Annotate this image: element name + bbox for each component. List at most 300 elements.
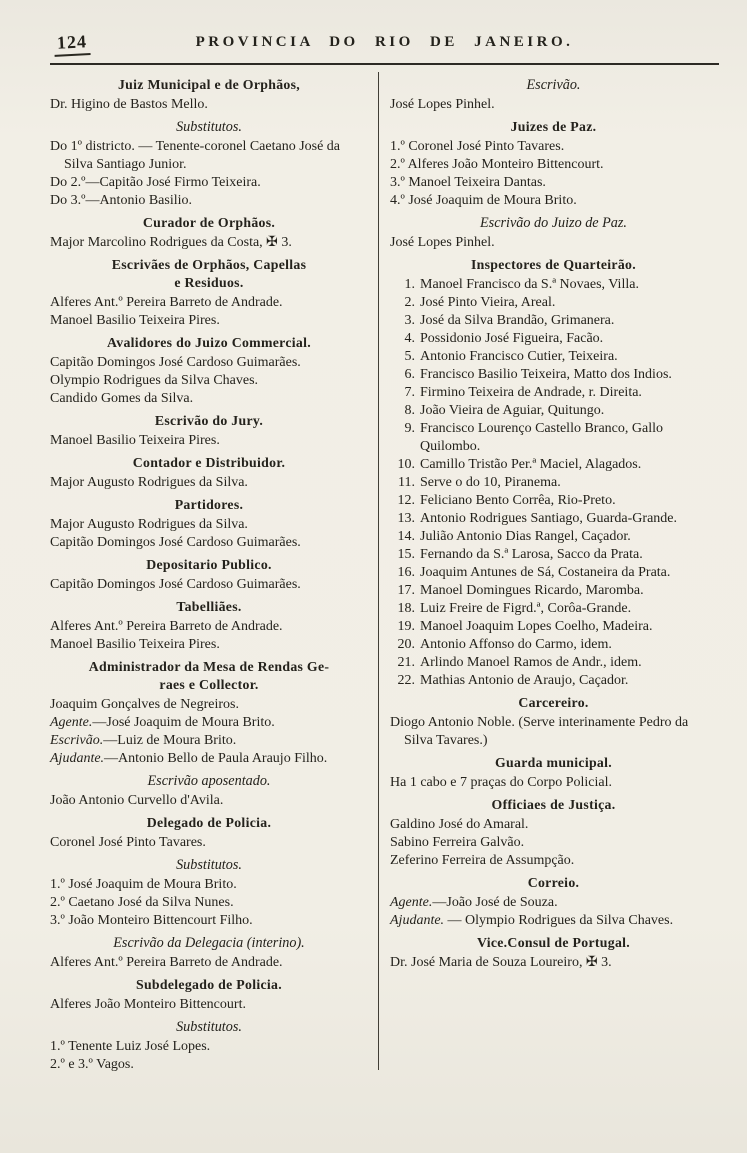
section-heading [390, 694, 717, 712]
entry-text [50, 697, 239, 712]
page-header [50, 30, 719, 60]
entry-text-main: Alferes Ant.º Pereira Barreto de Andrade. [50, 955, 283, 970]
entry-text-main: Candido Gomes da Silva. [50, 391, 194, 406]
entry-text-main: Feliciano Bento Corrêa, Rio-Preto. [420, 493, 616, 508]
entry [390, 174, 717, 192]
heading-line: Juiz Municipal e de Orphãos, [117, 77, 301, 92]
heading-line: Substitutos. [176, 1019, 242, 1035]
heading-line: Substitutos. [176, 857, 242, 873]
entry [50, 294, 368, 312]
entry-text-main: Dr. Higino de Bastos Mello. [50, 97, 208, 112]
entry [390, 618, 717, 636]
entry-text [390, 97, 495, 112]
section-heading [50, 412, 368, 430]
entry [390, 852, 717, 870]
entry-text-main: —Antonio Bello de Paula Araujo Filho. [104, 751, 328, 766]
entry-number: 22. [397, 673, 415, 688]
heading-line: Correio. [527, 875, 580, 890]
columns-container [50, 72, 719, 1082]
entry-text-main: 2.º Alferes João Monteiro Bittencourt. [390, 157, 604, 172]
entry-text [390, 175, 546, 190]
entry-text-main: Julião Antonio Dias Rangel, Caçador. [420, 529, 631, 544]
entry-text-main: Manoel Basilio Teixeira Pires. [50, 637, 220, 652]
entry [50, 792, 368, 810]
entry-text [50, 577, 301, 592]
section [50, 214, 368, 252]
heading-line: Escrivão. [526, 77, 581, 93]
entry-text [420, 654, 717, 672]
entry-text-main: Sabino Ferreira Galvão. [390, 835, 525, 850]
entry-text-main: Galdino José do Amaral. [390, 817, 529, 832]
entry-text-main: Dr. José Maria de Souza Loureiro, ✠ 3. [390, 955, 612, 970]
entry-text [50, 475, 248, 490]
entry-text-main: Antonio Affonso do Carmo, idem. [420, 637, 612, 652]
entry-text [390, 853, 574, 868]
section-heading [50, 598, 368, 616]
entry-text [390, 817, 528, 832]
section-heading [50, 976, 368, 994]
entry-number: 14. [397, 529, 415, 544]
entry [50, 714, 368, 732]
heading-line: Depositario Publico. [146, 557, 272, 572]
entry [50, 534, 368, 552]
entry-text-main: Manoel Joaquim Lopes Coelho, Madeira. [420, 619, 653, 634]
entry-text-main: Manoel Francisco da S.ª Novaes, Villa. [420, 277, 639, 292]
section-heading [50, 214, 368, 232]
entry-text-main: José Pinto Vieira, Areal. [420, 295, 556, 310]
entry-text [50, 391, 193, 406]
entry [390, 954, 717, 972]
entry-text [50, 955, 283, 970]
entry-text-main: 1.º José Joaquim de Moura Brito. [50, 877, 237, 892]
entry-text [50, 1039, 210, 1054]
heading-line: Juizes de Paz. [510, 119, 597, 134]
entry-text [420, 582, 717, 600]
entry-text-main: Do 3.º—Antonio Basilio. [50, 193, 193, 208]
section [390, 214, 717, 252]
entry [390, 234, 717, 252]
entry-text-main: José Lopes Pinhel. [390, 97, 495, 112]
entry-text-main: José da Silva Brandão, Grimanera. [420, 313, 615, 328]
entry-text-main: Major Marcolino Rodrigues da Costa, ✠ 3. [50, 235, 292, 250]
entry [390, 276, 717, 294]
entry-text [50, 733, 236, 748]
entry-text-main: Capitão Domingos José Cardoso Guimarães. [50, 577, 301, 592]
section [50, 976, 368, 1014]
entry-number: 6. [404, 367, 415, 382]
heading-line: Escrivão aposentado. [147, 773, 271, 789]
entry-text [390, 913, 673, 928]
entry [390, 672, 717, 690]
entry-text [390, 139, 564, 154]
section-heading [50, 658, 368, 694]
entry-text-main: Mathias Antonio de Araujo, Caçador. [420, 673, 629, 688]
entry [50, 834, 368, 852]
entry [50, 390, 368, 408]
section [50, 256, 368, 330]
entry [50, 618, 368, 636]
entry [390, 894, 717, 912]
entry-text [420, 402, 717, 420]
entry-number: 16. [397, 565, 415, 580]
column-divider [378, 72, 379, 1070]
heading-line: Escrivão do Juizo de Paz. [480, 215, 627, 231]
entry-text-main: Manoel Basilio Teixeira Pires. [50, 313, 220, 328]
entry [390, 582, 717, 600]
entry-number: 4. [404, 331, 415, 346]
entry-text-main: —Luiz de Moura Brito. [103, 733, 237, 748]
entry-lead-italic: Escrivão. [50, 733, 104, 748]
entry-number: 17. [397, 583, 415, 598]
section [390, 76, 717, 114]
entry-text-main: Do 1º districto. — Tenente-coronel Caetano José da Silva Santiago Junior. [50, 139, 341, 172]
entry-text-main: Joaquim Antunes de Sá, Costaneira da Prata. [420, 565, 671, 580]
entry-text-main: Capitão Domingos José Cardoso Guimarães. [50, 535, 301, 550]
entry-number: 1. [404, 277, 415, 292]
entry-text [50, 175, 261, 190]
entry [390, 600, 717, 618]
entry-text [50, 235, 292, 250]
entry [390, 528, 717, 546]
entry [390, 474, 717, 492]
entry [50, 636, 368, 654]
entry-text-main: Olympio Rodrigues da Silva Chaves. [50, 373, 259, 388]
entry-lead-italic: Ajudante. [390, 913, 445, 928]
entry-text-main: Serve o do 10, Piranema. [420, 475, 561, 490]
section [390, 754, 717, 792]
entry [50, 96, 368, 114]
entry-number: 5. [404, 349, 415, 364]
entry [390, 714, 717, 750]
entry-text-main: Alferes João Monteiro Bittencourt. [50, 997, 246, 1012]
entry-text [50, 433, 220, 448]
entry-number: 8. [404, 403, 415, 418]
section [50, 454, 368, 492]
entry-text-main: Major Augusto Rodrigues da Silva. [50, 517, 248, 532]
entry-text-main: Antonio Rodrigues Santiago, Guarda-Grande. [420, 511, 677, 526]
entry-text-main: Alferes Ant.º Pereira Barreto de Andrade. [50, 295, 283, 310]
entry-number: 20. [397, 637, 415, 652]
section [50, 856, 368, 930]
entry-text-main: 2.º e 3.º Vagos. [50, 1057, 134, 1072]
entry-text-main: Francisco Basilio Teixeira, Matto dos Indios. [420, 367, 672, 382]
entry-text-main: Manoel Domingues Ricardo, Maromba. [420, 583, 644, 598]
entry-text-main: 1.º Tenente Luiz José Lopes. [50, 1039, 211, 1054]
section-heading [50, 556, 368, 574]
entry [390, 156, 717, 174]
entry [390, 510, 717, 528]
entry-text-main: — Olympio Rodrigues da Silva Chaves. [444, 913, 674, 928]
entry [50, 912, 368, 930]
section-heading [390, 118, 717, 136]
entry-text-main: João Antonio Curvello d'Avila. [50, 793, 224, 808]
entry-text-main: Luiz Freire de Figrd.ª, Corôa-Grande. [420, 601, 632, 616]
section-heading [390, 934, 717, 952]
heading-line: Carcereiro. [518, 695, 589, 710]
section [50, 412, 368, 450]
heading-line: Guarda municipal. [494, 755, 613, 770]
entry-text [420, 600, 717, 618]
entry-text-main: Alferes Ant.º Pereira Barreto de Andrade. [50, 619, 283, 634]
heading-line: Tabelliães. [176, 599, 242, 614]
section-heading [390, 214, 717, 232]
section-heading [50, 454, 368, 472]
entry-text [420, 474, 717, 492]
entry-text [50, 1057, 134, 1072]
heading-line: Vice.Consul de Portugal. [476, 935, 631, 950]
entry-text [50, 877, 237, 892]
entry-text [420, 312, 717, 330]
entry-text [420, 492, 717, 510]
entry-number: 18. [397, 601, 415, 616]
section-heading [390, 76, 717, 94]
entry-text-main: Diogo Antonio Noble. (Serve interinamente Pedro da Silva Tavares.) [390, 715, 689, 748]
section-heading [50, 256, 368, 292]
entry-text [50, 913, 253, 928]
entry [390, 546, 717, 564]
entry [50, 696, 368, 714]
heading-line: Administrador da Mesa de Rendas Ge- [88, 659, 330, 674]
entry-text [50, 193, 192, 208]
entry-number: 7. [404, 385, 415, 400]
entry [390, 366, 717, 384]
entry [50, 234, 368, 252]
entry-text [390, 715, 688, 748]
entry [50, 432, 368, 450]
entry [390, 192, 717, 210]
section-heading [50, 772, 368, 790]
entry-text [390, 955, 612, 970]
section-heading [50, 334, 368, 352]
entry-lead-italic: Agente. [390, 895, 433, 910]
entry-text-main: Ha 1 cabo e 7 praças do Corpo Policial. [390, 775, 612, 790]
entry-text [50, 295, 283, 310]
section-heading [50, 814, 368, 832]
entry [50, 354, 368, 372]
section-heading [390, 874, 717, 892]
entry-text [50, 517, 248, 532]
entry [50, 750, 368, 768]
entry [50, 576, 368, 594]
entry-number: 9. [404, 421, 415, 436]
entry-text [420, 384, 717, 402]
entry [50, 174, 368, 192]
header-rule [50, 63, 719, 65]
entry-text [390, 775, 612, 790]
section [50, 334, 368, 408]
entry-text [50, 619, 283, 634]
section-heading [50, 856, 368, 874]
entry [390, 834, 717, 852]
entry-number: 19. [397, 619, 415, 634]
entry [50, 954, 368, 972]
entry-text [390, 835, 524, 850]
entry-number: 21. [397, 655, 415, 670]
section [390, 874, 717, 930]
section-heading [50, 76, 368, 94]
entry [50, 474, 368, 492]
entry-text [420, 564, 717, 582]
entry [390, 492, 717, 510]
heading-line: Officiaes de Justiça. [491, 797, 616, 812]
heading-line: Subdelegado de Policia. [135, 977, 283, 992]
heading-line: Substitutos. [176, 119, 242, 135]
section [50, 598, 368, 654]
entry-number: 15. [397, 547, 415, 562]
entry [50, 732, 368, 750]
header-title: PROVINCIA DO RIO DE JANEIRO. [195, 34, 574, 50]
entry-text [50, 535, 301, 550]
section [390, 694, 717, 750]
entry-text [420, 456, 717, 474]
entry-text-main: Possidonio José Figueira, Facão. [420, 331, 604, 346]
entry-text-main: 1.º Coronel José Pinto Tavares. [390, 139, 565, 154]
section [50, 1018, 368, 1074]
entry [390, 912, 717, 930]
entry-text [420, 546, 717, 564]
entry-text-main: Zeferino Ferreira de Assumpção. [390, 853, 575, 868]
section [50, 658, 368, 768]
entry-lead-italic: Ajudante. [50, 751, 105, 766]
column-left [50, 72, 368, 1082]
entry-text [50, 997, 246, 1012]
entry-text [50, 895, 234, 910]
heading-line: Contador e Distribuidor. [132, 455, 286, 470]
entry [50, 1056, 368, 1074]
section [50, 556, 368, 594]
entry-number: 3. [404, 313, 415, 328]
entry [390, 138, 717, 156]
entry-text [50, 97, 208, 112]
section [50, 772, 368, 810]
entry-text-main: Antonio Francisco Cutier, Teixeira. [420, 349, 618, 364]
entry-text [420, 510, 717, 528]
entry [50, 876, 368, 894]
entry-text [390, 157, 604, 172]
section [50, 814, 368, 852]
entry [50, 192, 368, 210]
entry [390, 816, 717, 834]
entry-number: 11. [398, 475, 415, 490]
entry-text-main: Camillo Tristão Per.ª Maciel, Alagados. [420, 457, 642, 472]
entry [390, 330, 717, 348]
entry-text [50, 793, 223, 808]
section [390, 796, 717, 870]
entry-text [420, 366, 717, 384]
entry-text [390, 235, 495, 250]
section [50, 76, 368, 114]
entry [50, 516, 368, 534]
entry-text [50, 715, 275, 730]
entry-text-main: —José Joaquim de Moura Brito. [92, 715, 275, 730]
entry [50, 372, 368, 390]
entry-text-main: 2.º Caetano José da Silva Nunes. [50, 895, 234, 910]
entry-text-main: João Vieira de Aguiar, Quitungo. [420, 403, 605, 418]
entry-text [420, 294, 717, 312]
heading-line: Escrivão da Delegacia (interino). [113, 935, 305, 951]
heading-line: Inspectores de Quarteirão. [470, 257, 637, 272]
entry-number: 12. [397, 493, 415, 508]
section [50, 934, 368, 972]
entry [390, 774, 717, 792]
entry-text [50, 355, 301, 370]
entry-text [390, 193, 577, 208]
entry-text-main: Arlindo Manoel Ramos de Andr., idem. [420, 655, 642, 670]
section-heading [50, 496, 368, 514]
entry [390, 420, 717, 456]
entry-text-main: Coronel José Pinto Tavares. [50, 835, 206, 850]
section [390, 118, 717, 210]
entry-number: 10. [397, 457, 415, 472]
entry-text-main: Do 2.º—Capitão José Firmo Teixeira. [50, 175, 261, 190]
entry-text [390, 895, 558, 910]
entry-text [50, 835, 206, 850]
entry-text-main: Major Augusto Rodrigues da Silva. [50, 475, 248, 490]
entry [390, 96, 717, 114]
entry-text-main: Fernando da S.ª Larosa, Sacco da Prata. [420, 547, 643, 562]
entry [390, 294, 717, 312]
entry-text-main: —João José de Souza. [432, 895, 558, 910]
entry-text-main: 3.º Manoel Teixeira Dantas. [390, 175, 546, 190]
entry-text-main: 3.º João Monteiro Bittencourt Filho. [50, 913, 253, 928]
entry [50, 894, 368, 912]
entry-text [50, 751, 327, 766]
entry-text [420, 348, 717, 366]
entry-text [420, 528, 717, 546]
entry [390, 348, 717, 366]
entry [390, 654, 717, 672]
section [390, 934, 717, 972]
entry [390, 384, 717, 402]
entry-text-main: Francisco Lourenço Castello Branco, Gallo Quilombo. [420, 421, 663, 454]
entry [50, 312, 368, 330]
entry-text-main: 4.º José Joaquim de Moura Brito. [390, 193, 577, 208]
entry-text-main: Manoel Basilio Teixeira Pires. [50, 433, 220, 448]
entry [50, 138, 368, 174]
section-heading [390, 256, 717, 274]
entry-text [420, 672, 717, 690]
heading-line: e Residuos. [174, 275, 244, 290]
section [50, 118, 368, 210]
heading-line: raes e Collector. [159, 677, 259, 692]
entry-text [420, 330, 717, 348]
entry [390, 312, 717, 330]
entry [390, 456, 717, 474]
heading-line: Avalidores do Juizo Commercial. [107, 335, 311, 350]
entry-text [50, 313, 220, 328]
heading-line: Curador de Orphãos. [142, 215, 276, 230]
entry [390, 636, 717, 654]
heading-line: Delegado de Policia. [146, 815, 272, 830]
section-heading [50, 934, 368, 952]
entry-number: 2. [404, 295, 415, 310]
entry [50, 1038, 368, 1056]
heading-line: Escrivães de Orphãos, Capellas [111, 257, 307, 272]
entry-text [420, 420, 717, 456]
entry-text [420, 618, 717, 636]
entry-text [50, 373, 258, 388]
column-right [390, 72, 717, 1082]
page-number: 124 [53, 31, 90, 57]
entry-text-main: Capitão Domingos José Cardoso Guimarães. [50, 355, 301, 370]
entry [50, 996, 368, 1014]
entry-text [50, 139, 340, 172]
section-heading [390, 754, 717, 772]
heading-line: Escrivão do Jury. [154, 413, 264, 428]
section-heading [50, 1018, 368, 1036]
heading-line: Partidores. [174, 497, 244, 512]
entry-text [420, 276, 717, 294]
